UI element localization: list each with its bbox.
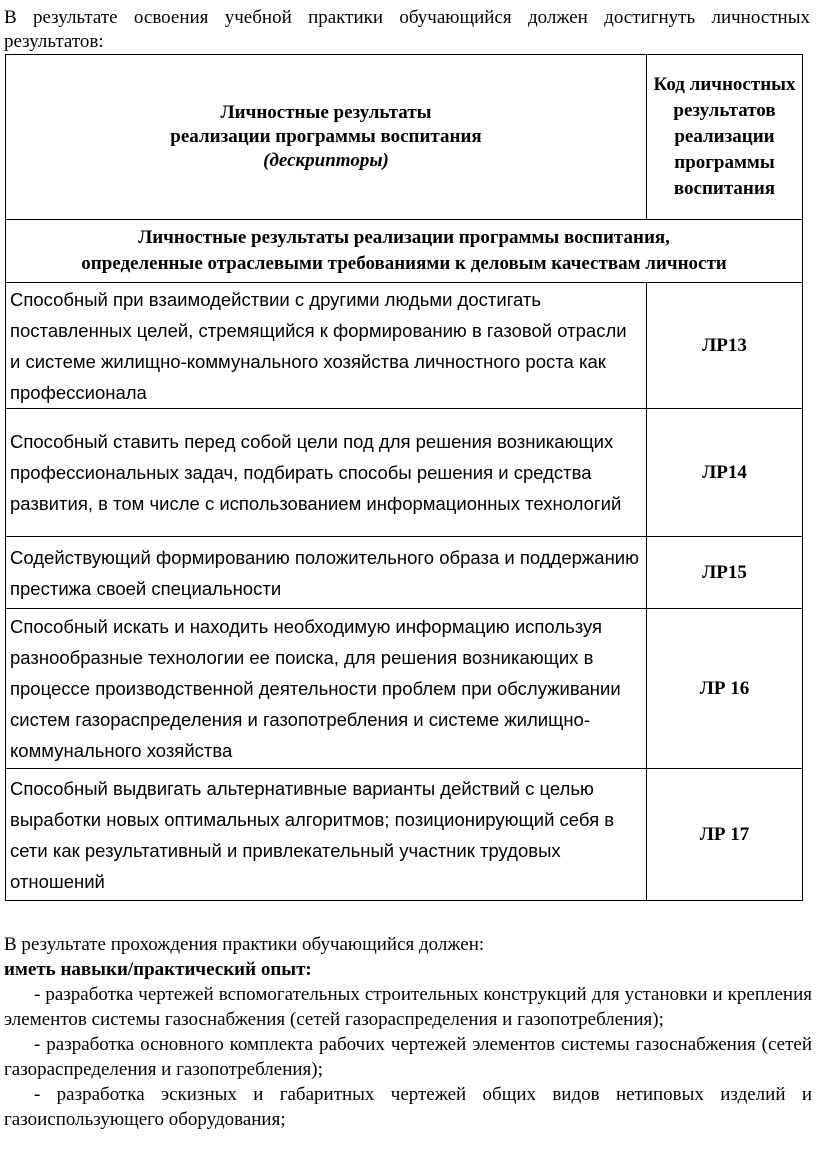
row-code: ЛР14	[647, 409, 803, 537]
header-title-line3: (дескрипторы)	[263, 150, 389, 171]
table-section-row	[6, 220, 803, 283]
row-description: Способный искать и находить необходимую информацию используя разнообразные технологии ее поиска, для решения возникающих в процессе производственной деятельности проблем при обслуживании систем газораспределения и газопотребления и системе жилищно-коммунального хозяйства	[6, 609, 647, 769]
header-code-cell: Код личностных результатов реализации программы воспитания	[647, 55, 803, 220]
row-description: Способный ставить перед собой цели под для решения возникающих профессиональных задач, подбирать способы решения и средства развития, в том числе с использованием информационных технологий	[6, 409, 647, 537]
section-heading-line1: Личностные результаты реализации программы воспитания,	[138, 227, 670, 248]
header-title-line2: реализации программы воспитания	[170, 126, 482, 147]
table-row	[6, 609, 803, 769]
personal-results-table	[5, 54, 803, 901]
skills-heading: иметь навыки/практический опыт:	[4, 959, 312, 980]
requirements-intro: В результате прохождения практики обучающийся должен:	[4, 934, 485, 955]
table-row	[6, 409, 803, 537]
intro-paragraph: В результате освоения учебной практики обучающийся должен достигнуть личностных результатов:	[4, 7, 810, 52]
table-row	[6, 283, 803, 409]
row-description: Способный при взаимодействии с другими людьми достигать поставленных целей, стремящийся к формированию в газовой отрасли и системе жилищно-коммунального хозяйства личностного роста как профессионала	[6, 283, 647, 409]
table-row	[6, 769, 803, 901]
row-code: ЛР13	[647, 283, 803, 409]
table-row	[6, 537, 803, 609]
row-code: ЛР 16	[647, 609, 803, 769]
row-description: Содействующий формированию положительного образа и поддержанию престижа своей специальности	[6, 537, 647, 609]
row-code: ЛР15	[647, 537, 803, 609]
list-item: - разработка эскизных и габаритных чертежей общих видов нетиповых изделий и газоиспользующего оборудования;	[4, 1084, 812, 1130]
section-heading-cell	[6, 220, 803, 283]
header-title-line1: Личностные результаты	[220, 102, 432, 123]
practice-requirements	[4, 932, 812, 1132]
table-header-row	[6, 55, 803, 220]
header-descriptors-cell	[6, 55, 647, 220]
row-code: ЛР 17	[647, 769, 803, 901]
list-item: - разработка основного комплекта рабочих чертежей элементов системы газоснабжения (сетей газораспределения и газопотребления);	[4, 1034, 812, 1080]
row-description: Способный выдвигать альтернативные варианты действий с целью выработки новых оптимальных алгоритмов; позиционирующий себя в сети как результативный и привлекательный участник трудовых отношений	[6, 769, 647, 901]
section-heading-line2: определенные отраслевыми требованиями к деловым качествам личности	[81, 253, 727, 274]
list-item: - разработка чертежей вспомогательных строительных конструкций для установки и крепления элементов системы газоснабжения (сетей газораспределения и газопотребления);	[4, 984, 812, 1030]
